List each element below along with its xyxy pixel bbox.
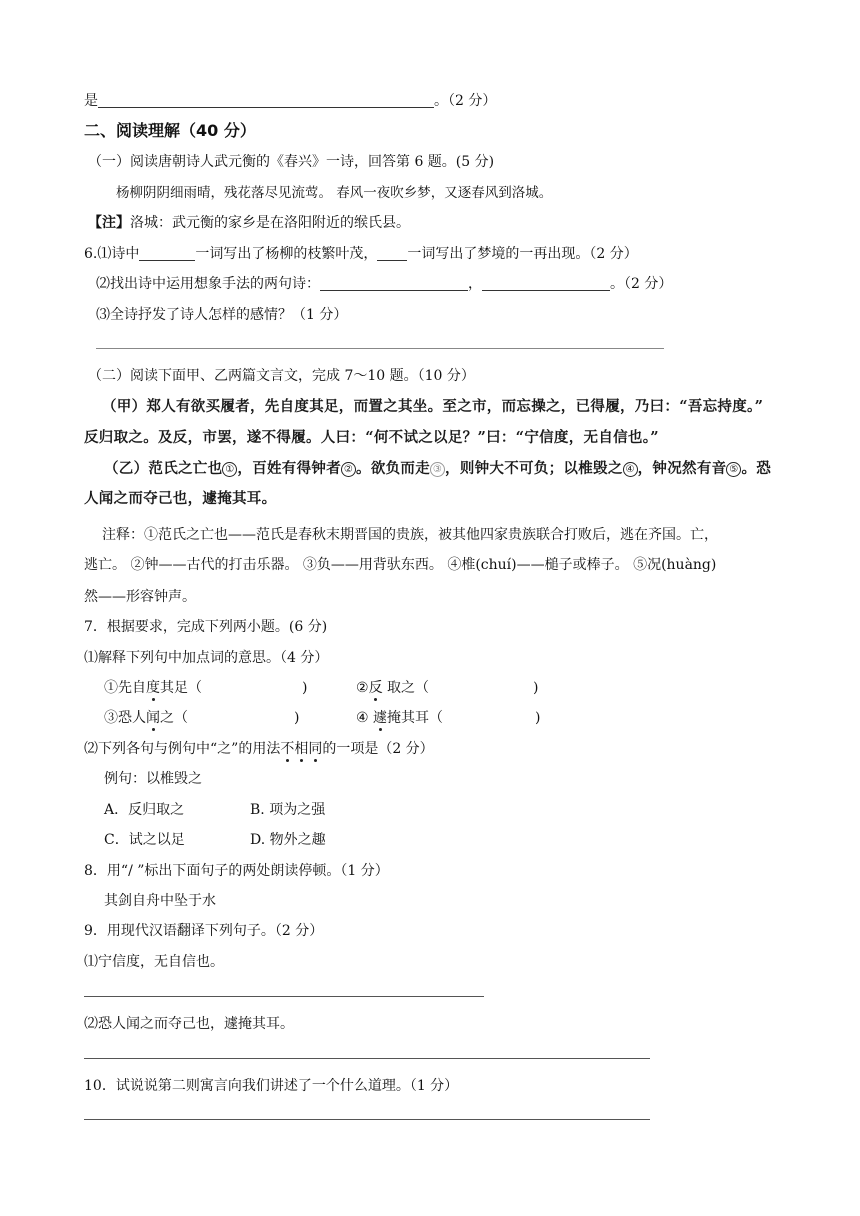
option-b[interactable]: B. 项为之强 (250, 802, 326, 818)
question-8-title: 8．用“/ ”标出下面句子的两处朗读停顿。（1 分） (84, 863, 389, 879)
question-9-1: ⑴宁信度，无自信也。 (84, 954, 224, 970)
yi-text-d: ，则钟大不可负；以椎毁之 (445, 460, 623, 477)
item1-post: 其足（ (160, 680, 202, 696)
yi-marker-4: ④ (623, 462, 638, 477)
yi-text-f: 。恐 (741, 460, 772, 477)
question-6-2 (96, 275, 672, 293)
item4-pre: ④ (356, 710, 374, 726)
yi-text-c: 。欲负而走 (356, 460, 431, 477)
dotted-char-1: 不 (280, 741, 295, 757)
passage-jia-line2: 反归取之。及反，市罢，遂不得履。人曰：“何不试之以足？”曰：“宁信度，无自信也。” (84, 429, 659, 446)
q6-3-answer-line[interactable] (96, 348, 664, 349)
notes-line2: 逃亡。 ②钟——古代的打击乐器。 ③负——用背驮东西。 ④椎(chuí)——槌子或棒子。 ⑤况(huàng) (84, 557, 717, 573)
item2-pre: ② (356, 680, 369, 696)
item4-post: 掩其耳（ (387, 710, 444, 726)
item3-dotted: 闻 (146, 710, 160, 726)
yi-marker-1: ① (222, 462, 237, 477)
top-answer-blank[interactable] (98, 93, 434, 108)
question-9-2: ⑵恐人闻之而夺己也，遽掩其耳。 (84, 1016, 294, 1032)
item4-dotted: 遽 (373, 710, 388, 726)
q10-answer-line[interactable] (84, 1119, 650, 1120)
q6-1-text-b: 一词写出了杨柳的枝繁叶茂， (195, 246, 378, 262)
item2-post: 取之（ (382, 680, 430, 696)
poem-note (88, 214, 410, 232)
q6-1-blank-a[interactable] (139, 246, 195, 261)
item4-close: ) (535, 710, 541, 726)
dotted-char-2: 相 (294, 741, 309, 757)
q6-1-blank-b[interactable] (377, 246, 407, 261)
dotted-char-3: 同 (308, 741, 323, 757)
notes-line3: 然——形容钟声。 (84, 589, 196, 605)
notes-line1: 注释：①范氏之亡也——范氏是春秋末期晋国的贵族，被其他四家贵族联合打败后，逃在齐国。亡， (102, 527, 718, 543)
question-7-1: ⑴解释下列句中加点词的意思。（4 分） (84, 650, 329, 666)
question-6-3: ⑶全诗抒发了诗人怎样的感情？（1 分） (96, 307, 348, 323)
top-line-suffix: 。（2 分） (434, 93, 497, 109)
explain-item-2 (356, 679, 538, 697)
q6-2-blank-b[interactable] (482, 276, 610, 291)
example-sentence: 例句：以椎毁之 (104, 771, 202, 787)
q6-1-text-c: 一词写出了梦境的一再出现。（2 分） (407, 246, 638, 262)
q7-2-dotted (280, 741, 322, 757)
explain-item-3 (104, 709, 299, 727)
q6-2-text-c: 。（2 分） (610, 276, 673, 292)
yi-text-b: ，百姓有得钟者 (237, 460, 342, 477)
item3-close: ) (294, 710, 300, 726)
explain-item-4 (356, 709, 540, 727)
yi-text-e: ，钟况然有音 (637, 460, 727, 477)
note-text: 洛城：武元衡的家乡是在洛阳附近的缑氏县。 (130, 215, 410, 231)
question-7-2 (84, 740, 434, 758)
item1-pre: ①先自 (104, 680, 146, 696)
question-8-sentence: 其剑自舟中坠于水 (104, 893, 216, 909)
item2-dotted: 反 (368, 680, 383, 696)
top-line-prefix: 是 (84, 93, 98, 109)
yi-text-a: （乙）范氏之亡也 (104, 460, 223, 477)
passage-yi-line1 (104, 460, 771, 478)
q6-1-text-a: 6.⑴诗中 (84, 246, 140, 262)
option-d[interactable]: D. 物外之趣 (250, 832, 326, 848)
note-tag: 【注】 (88, 215, 130, 231)
item4-blank[interactable] (443, 710, 535, 725)
q6-2-text-a: ⑵找出诗中运用想象手法的两句诗： (96, 276, 320, 292)
q9-2-answer-line[interactable] (84, 1058, 650, 1059)
question-7-title: 7．根据要求，完成下列两小题。(6 分) (84, 619, 328, 635)
q6-2-blank-a[interactable] (320, 276, 468, 291)
item3-pre: ③恐人 (104, 710, 146, 726)
item1-blank[interactable] (202, 680, 302, 695)
part1-intro: （一）阅读唐朝诗人武元衡的《春兴》一诗，回答第 6 题。(5 分) (88, 154, 495, 170)
item3-post: 之（ (160, 710, 188, 726)
question-9-title: 9．用现代汉语翻译下列句子。（2 分） (84, 923, 324, 939)
part2-intro: （二）阅读下面甲、乙两篇文言文，完成 7～10 题。（10 分） (88, 368, 475, 384)
option-c[interactable]: C．试之以足 (104, 832, 185, 848)
poem-text: 杨柳阴阴细雨晴，残花落尽见流莺。 春风一夜吹乡梦，又逐春风到洛城。 (116, 185, 553, 201)
question-6-1 (84, 245, 638, 263)
question-10-title: 10．试说说第二则寓言向我们讲述了一个什么道理。（1 分） (84, 1078, 459, 1094)
item1-dotted: 度 (146, 680, 160, 696)
yi-marker-5: ⑤ (726, 462, 741, 477)
q7-2-text-a: ⑵下列各句与例句中“之”的用法 (84, 741, 281, 757)
item3-blank[interactable] (188, 710, 294, 725)
item1-close: ) (302, 680, 308, 696)
explain-item-1 (104, 679, 307, 697)
yi-marker-2: ② (341, 462, 356, 477)
passage-jia-line1: （甲）郑人有欲买履者，先自度其足，而置之其坐。至之市，而忘操之，已得履，乃曰：“吾忘持度。” (102, 398, 764, 415)
top-answer-line (84, 92, 496, 110)
yi-marker-3: ③ (430, 462, 445, 477)
item2-blank[interactable] (429, 680, 533, 695)
item2-close: ) (533, 680, 539, 696)
q7-2-text-b: 的一项是（2 分） (322, 741, 434, 757)
passage-yi-line2: 人闻之而夺己也，遽掩其耳。 (84, 490, 277, 507)
option-a[interactable]: A．反归取之 (104, 802, 185, 818)
section-title: 二、阅读理解（40 分） (84, 121, 256, 140)
q6-2-text-b: ， (468, 276, 482, 292)
q9-1-answer-line[interactable] (84, 996, 484, 997)
